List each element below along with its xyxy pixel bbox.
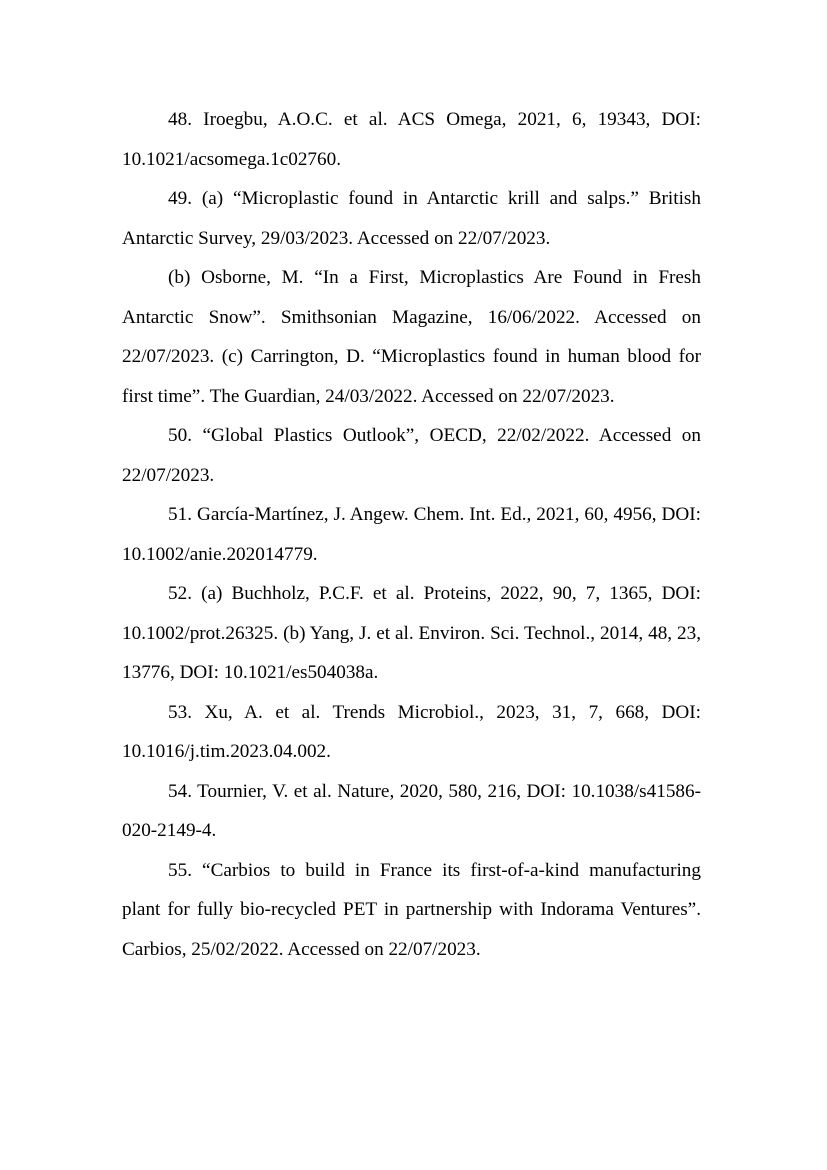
reference-item: 51. García-Martínez, J. Angew. Chem. Int. Ed., 2021, 60, 4956, DOI: 10.1002/anie.202014779. [122, 504, 701, 565]
reference-item: 49. (a) “Microplastic found in Antarctic krill and salps.” British Antarctic Survey, 29/03/2023. Accessed on 22/07/2023. [122, 188, 701, 249]
reference-item: 50. “Global Plastics Outlook”, OECD, 22/02/2022. Accessed on 22/07/2023. [122, 425, 701, 486]
reference-item: 48. Iroegbu, A.O.C. et al. ACS Omega, 2021, 6, 19343, DOI: 10.1021/acsomega.1c02760. [122, 109, 701, 170]
reference-item: (b) Osborne, M. “In a First, Microplastics Are Found in Fresh Antarctic Snow”. Smithsonian Magazine, 16/06/2022. Accessed on 22/07/2023. (c) Carrington, D. “Microplastics found in human blood for first time”. The Guardian, 24/03/2022. Accessed on 22/07/2023. [122, 267, 701, 407]
reference-item: 55. “Carbios to build in France its first-of-a-kind manufacturing plant for fully bio-recycled PET in partnership with Indorama Ventures”. Carbios, 25/02/2022. Accessed on 22/07/2023. [122, 859, 701, 960]
reference-item: 53. Xu, A. et al. Trends Microbiol., 2023, 31, 7, 668, DOI: 10.1016/j.tim.2023.04.002. [122, 701, 701, 762]
reference-item: 52. (a) Buchholz, P.C.F. et al. Proteins, 2022, 90, 7, 1365, DOI: 10.1002/prot.26325. (b) Yang, J. et al. Environ. Sci. Technol., 2014, 48, 23, 13776, DOI: 10.1021/es504038a. [122, 583, 701, 683]
reference-item: 54. Tournier, V. et al. Nature, 2020, 580, 216, DOI: 10.1038/s41586-020-2149-4. [122, 780, 701, 841]
reference-list [122, 100, 701, 969]
